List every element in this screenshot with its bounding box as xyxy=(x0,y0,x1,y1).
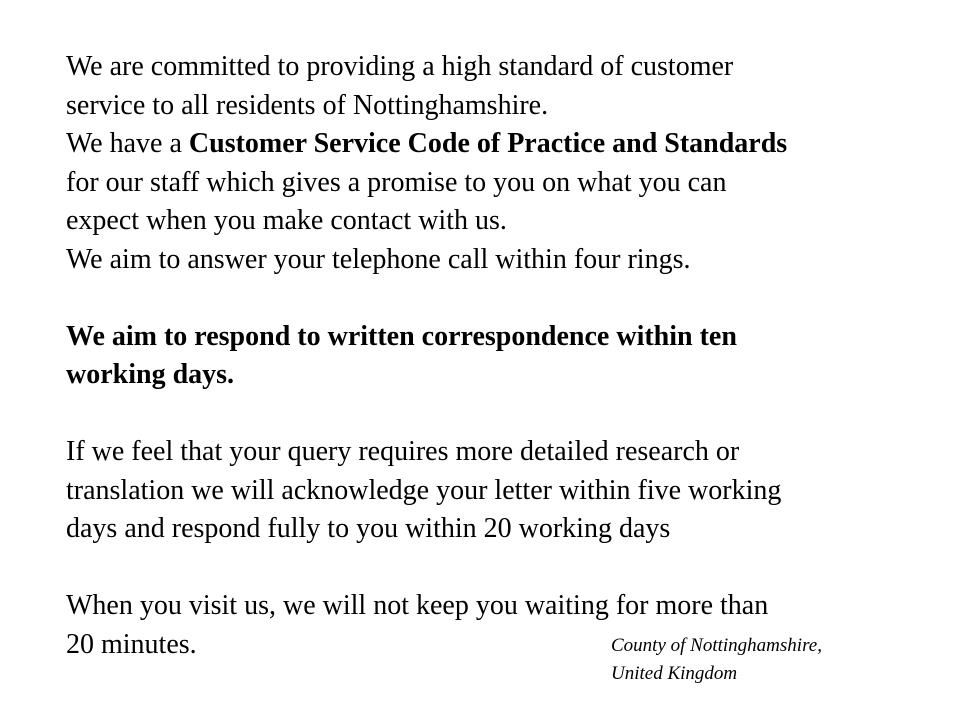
text-prefix: We have a xyxy=(66,128,189,159)
spacer xyxy=(66,279,946,318)
text-line: translation we will acknowledge your letter within five working xyxy=(66,474,782,506)
paragraph-code-of-practice xyxy=(66,125,946,241)
spacer xyxy=(66,549,946,588)
text-line: When you visit us, we will not keep you waiting for more than xyxy=(66,590,769,621)
caption-line: United Kingdom xyxy=(611,663,738,684)
caption-line: County of Nottinghamshire, xyxy=(611,635,822,656)
source-caption xyxy=(611,632,822,688)
text-line: days and respond fully to you within 20 working days xyxy=(66,513,671,544)
text-line: working days. xyxy=(66,359,235,390)
paragraph-telephone xyxy=(66,241,946,280)
code-of-practice-title: Customer Service Code of Practice and Standards xyxy=(188,128,788,159)
text-line: If we feel that your query requires more detailed research or xyxy=(66,436,740,467)
paragraph-commitment xyxy=(66,48,946,125)
text-line: for our staff which gives a promise to you on what you can xyxy=(66,166,727,198)
text-line: We aim to respond to written correspondence within ten xyxy=(66,320,737,352)
text-line: We are committed to providing a high standard of customer xyxy=(66,51,734,82)
text-line: service to all residents of Nottinghamshire. xyxy=(66,89,549,121)
text-line xyxy=(66,125,946,164)
paragraph-detailed-research xyxy=(66,433,946,549)
text-line: 20 minutes. xyxy=(66,628,197,660)
text-line: We aim to answer your telephone call within four rings. xyxy=(66,243,691,275)
spacer xyxy=(66,395,946,434)
text-line: expect when you make contact with us. xyxy=(66,205,507,236)
body-text xyxy=(66,48,946,664)
paragraph-written-correspondence xyxy=(66,318,946,395)
